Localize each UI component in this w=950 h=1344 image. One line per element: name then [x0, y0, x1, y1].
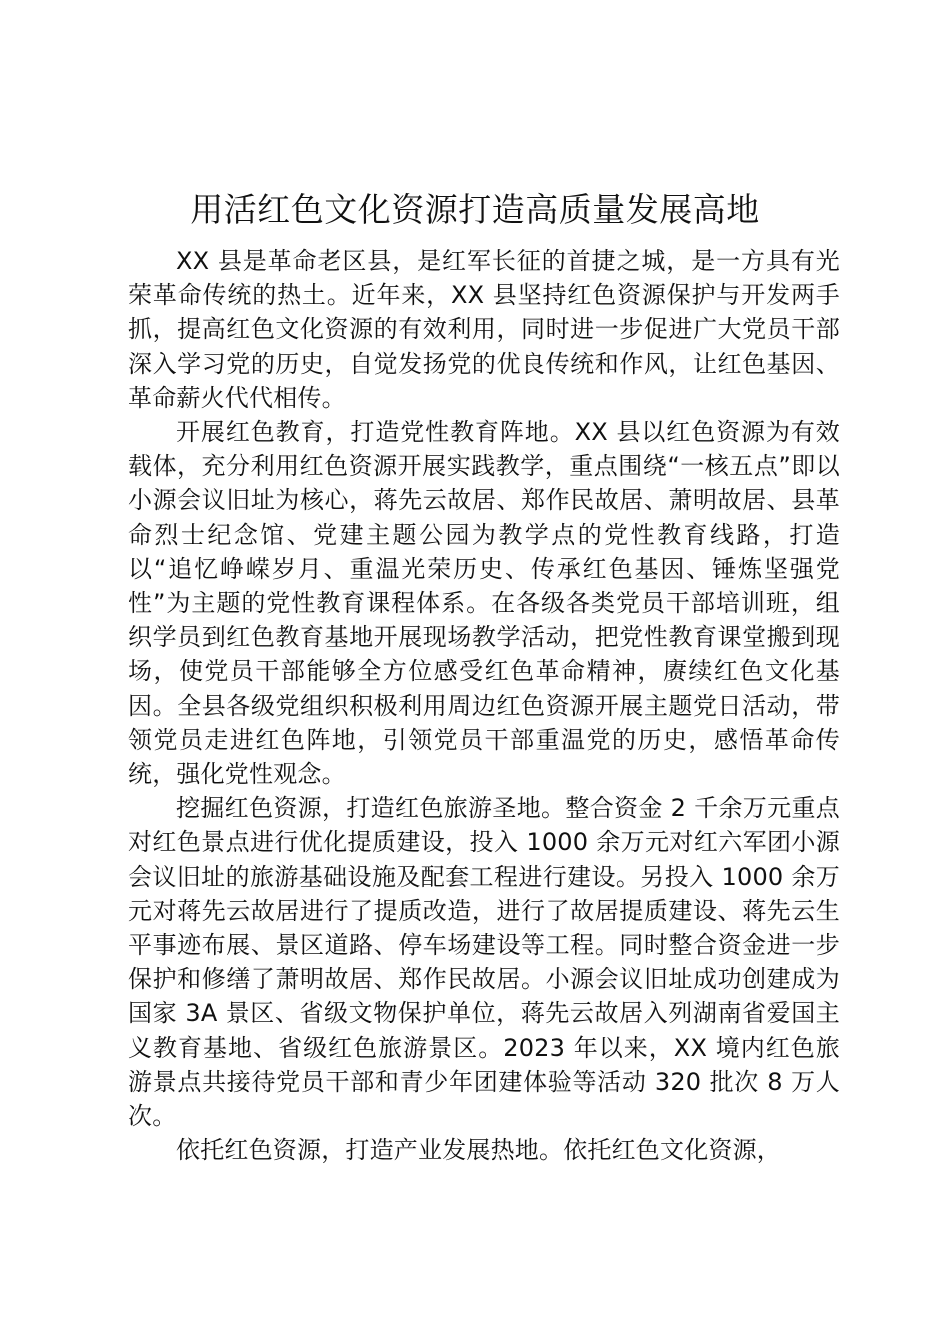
document-body: [128, 244, 840, 1167]
paragraph-intro: XX 县是革命老区县，是红军长征的首捷之城，是一方具有光荣革命传统的热土。近年来，XX 县坚持红色资源保护与开发两手抓，提高红色文化资源的有效利用，同时进一步促进广大党员干部深入学习党的历史，自觉发扬党的优良传统和作风，让红色基因、革命薪火代代相传。: [128, 247, 840, 412]
document-title: 用活红色文化资源打造高质量发展高地: [190, 190, 760, 229]
paragraph-industry-development: 依托红色资源，打造产业发展热地。依托红色文化资源，: [176, 1136, 781, 1165]
paragraph-red-tourism: 挖掘红色资源，打造红色旅游圣地。整合资金 2 千余万元重点对红色景点进行优化提质建设，投入 1000 余万元对红六军团小源会议旧址的旅游基础设施及配套工程进行建设。另投入 1000 余万元对蒋先云故居进行了提质改造，进行了故居提质建设、蒋先云生平事迹布展、景区道路、停车场建设等工程。同时整合资金进一步保护和修缮了萧明故居、郑作民故居。小源会议旧址成功创建成为国家 3A 景区、省级文物保护单位，蒋先云故居入列湖南省爱国主义教育基地、省级红色旅游景区。2023 年以来，XX 境内红色旅游景点共接待党员干部和青少年团建体验等活动 320 批次 8 万人次。: [128, 794, 840, 1131]
paragraph-red-education: 开展红色教育，打造党性教育阵地。XX 县以红色资源为有效载体，充分利用红色资源开展实践教学，重点围绕“一核五点”即以小源会议旧址为核心，蒋先云故居、郑作民故居、萧明故居、县革命烈士纪念馆、党建主题公园为教学点的党性教育线路，打造以“追忆峥嵘岁月、重温光荣历史、传承红色基因、锤炼坚强党性”为主题的党性教育课程体系。在各级各类党员干部培训班，组织学员到红色教育基地开展现场教学活动，把党性教育课堂搬到现场，使党员干部能够全方位感受红色革命精神，赓续红色文化基因。全县各级党组织积极利用周边红色资源开展主题党日活动，带领党员走进红色阵地，引领党员干部重温党的历史，感悟革命传统，强化党性观念。: [128, 418, 840, 789]
